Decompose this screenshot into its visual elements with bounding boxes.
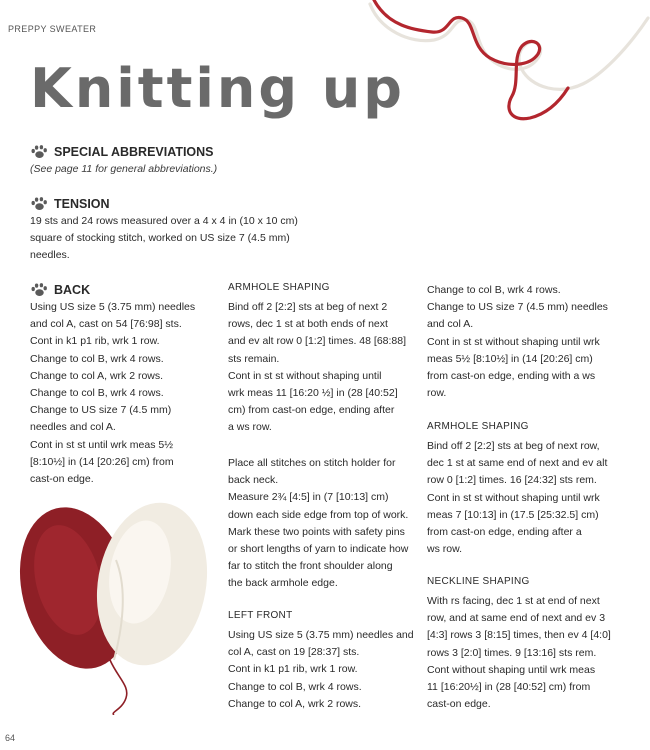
text-line: col A, cast on 19 [28:37] sts. [228, 646, 360, 659]
text-line: Change to US size 7 (4.5 mm) [30, 404, 172, 417]
text-line: Bind off 2 [2:2] sts at beg of next row, [427, 440, 600, 452]
text-line: and col A. [427, 318, 474, 331]
armhole-shaping-heading: ARMHOLE SHAPING [228, 282, 330, 293]
paw-print-icon [30, 145, 48, 159]
stitch-holder-text [228, 455, 408, 593]
text-line: Change to col A, wrk 2 rows. [30, 369, 164, 382]
text-line: row. [427, 387, 447, 400]
text-line: far to stitch the front shoulder along [228, 560, 393, 573]
text-line: back neck. [228, 474, 279, 487]
text-line: Change to col B, wrk 4 rows. [427, 284, 561, 296]
text-line: With rs facing, dec 1 st at end of next [427, 595, 600, 607]
front-armhole-shaping-heading: ARMHOLE SHAPING [427, 421, 529, 432]
yarn-balls-illustration [18, 500, 218, 715]
text-line: rows, dec 1 st at both ends of next [228, 318, 388, 331]
back-text [30, 299, 195, 488]
neckline-shaping-heading: NECKLINE SHAPING [427, 576, 530, 587]
left-front-heading: LEFT FRONT [228, 610, 293, 621]
text-line: 19 sts and 24 rows measured over a 4 x 4 in (10 x 10 cm) [30, 215, 298, 227]
page-number: 64 [5, 733, 16, 743]
back-heading [30, 283, 90, 297]
text-line: sts remain. [228, 352, 280, 365]
running-head: PREPPY SWEATER [8, 24, 97, 34]
text-line: Using US size 5 (3.75 mm) needles and [228, 629, 414, 641]
armhole-shaping-text [228, 299, 406, 437]
text-line: wrk meas 11 [16:20 ½] in (28 [40:52] [228, 387, 398, 400]
text-line: Change to col B, wrk 4 rows. [30, 387, 164, 400]
text-line: [4:3] rows 3 [8:15] times, then ev 4 [4:0] [427, 629, 611, 642]
text-line: cm) from cast-on edge, ending after [228, 404, 395, 417]
text-line: from cast-on edge, ending after a [427, 526, 582, 539]
text-line: 11 [16:20½] in (28 [40:52] cm) from [427, 681, 591, 694]
page-title: Knitting up [30, 57, 405, 120]
text-line: Cont in st st without shaping until [228, 369, 382, 382]
text-line: Bind off 2 [2:2] sts at beg of next 2 [228, 301, 388, 313]
text-line: [8:10½] in (14 [20:26] cm) from [30, 455, 174, 468]
text-line: Measure 2¾ [4:5] in (7 [10:13] cm) [228, 491, 389, 504]
text-line: square of stocking stitch, worked on US size 7 (4.5 mm) [30, 232, 290, 245]
front-armhole-shaping-text [427, 438, 607, 558]
tension-text [30, 213, 298, 265]
text-line: Change to col A, wrk 2 rows. [228, 697, 362, 710]
text-line: ws row. [427, 543, 463, 556]
text-line: meas 7 [10:13] in (17.5 [25:32.5] cm) [427, 508, 599, 521]
yarn-strand-illustration [362, 0, 650, 125]
text-line: needles and col A. [30, 421, 116, 434]
abbreviations-note: (See page 11 for general abbreviations.) [30, 163, 218, 175]
text-line: cast-on edge. [30, 473, 94, 486]
paw-print-icon [30, 197, 48, 211]
text-line: Mark these two points with safety pins [228, 525, 405, 538]
text-line: Change to US size 7 (4.5 mm) needles [427, 301, 608, 314]
section-heading-text: BACK [54, 283, 91, 297]
text-line: Cont in st st without shaping until wrk [427, 335, 600, 348]
text-line: row, and at same end of next and ev 3 [427, 612, 606, 625]
text-line: Place all stitches on stitch holder for [228, 457, 396, 469]
text-line: a ws row. [228, 421, 272, 434]
text-line: Change to col B, wrk 4 rows. [228, 680, 362, 693]
section-heading-text: SPECIAL ABBREVIATIONS [54, 145, 214, 159]
text-line: and col A, cast on 54 [76:98] sts. [30, 318, 182, 331]
text-line: cast-on edge. [427, 698, 491, 711]
text-line: and ev alt row 0 [1:2] times. 48 [68:88] [228, 335, 407, 348]
text-line: dec 1 st at same end of next and ev alt [427, 457, 608, 470]
text-line: Change to col B, wrk 4 rows. [30, 352, 164, 365]
text-line: Cont without shaping until wrk meas [427, 663, 596, 676]
text-line: rows 3 [2:0] times. 9 [13:16] sts rem. [427, 646, 597, 659]
text-line: Cont in k1 p1 rib, wrk 1 row. [228, 663, 358, 676]
left-front-text [228, 627, 414, 713]
section-heading-text: TENSION [54, 197, 110, 211]
tension-heading [30, 197, 110, 211]
special-abbreviations-heading [30, 145, 214, 159]
text-line: row 0 [1:2] times. 16 [24:32] sts rem. [427, 474, 597, 487]
left-front-continued-text [427, 282, 608, 402]
text-line: from cast-on edge, ending with a ws [427, 370, 596, 383]
text-line: or short lengths of yarn to indicate how [228, 543, 409, 556]
text-line: meas 5½ [8:10½] in (14 [20:26] cm) [427, 352, 593, 365]
paw-print-icon [30, 283, 48, 297]
text-line: Cont in st st without shaping until wrk [427, 491, 600, 504]
neckline-shaping-text [427, 593, 611, 713]
text-line: down each side edge from top of work. [228, 508, 409, 521]
text-line: the back armhole edge. [228, 577, 338, 590]
text-line: Cont in k1 p1 rib, wrk 1 row. [30, 335, 160, 348]
text-line: needles. [30, 249, 70, 262]
text-line: Using US size 5 (3.75 mm) needles [30, 301, 196, 313]
text-line: Cont in st st until wrk meas 5½ [30, 438, 173, 451]
